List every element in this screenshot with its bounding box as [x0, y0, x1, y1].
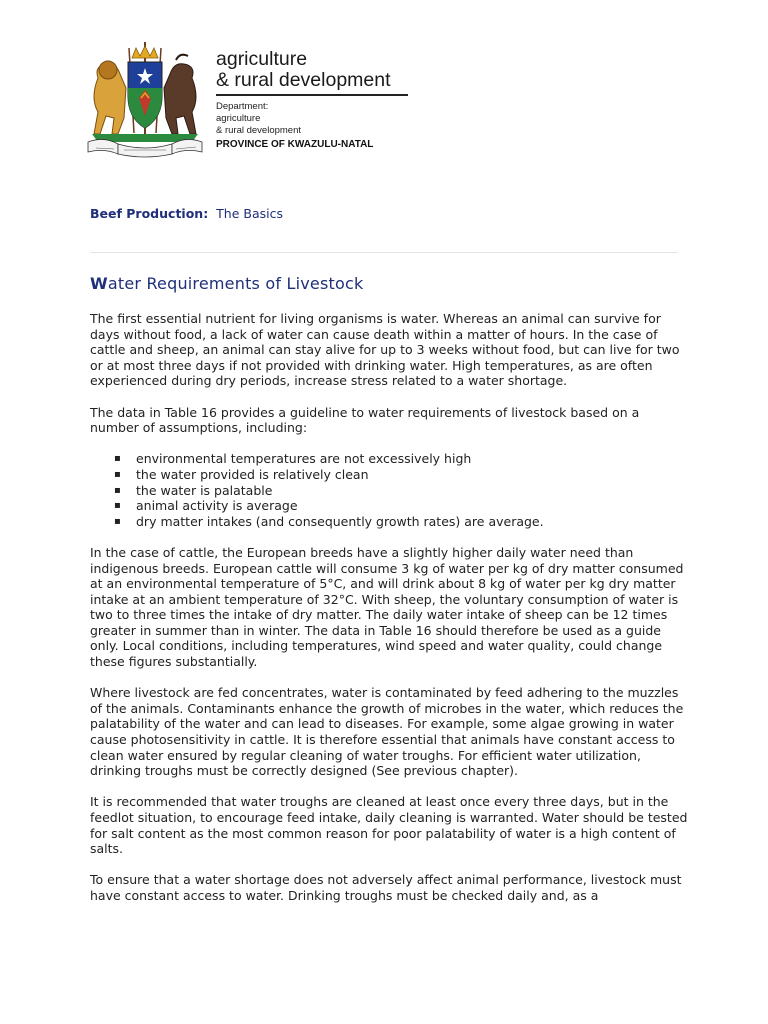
- paragraph: The data in Table 16 provides a guideline to water requirements of livestock based on a number of assumptions, including:: [90, 404, 640, 436]
- breadcrumb: [90, 206, 283, 221]
- page-title: [90, 274, 363, 293]
- masthead: [216, 49, 408, 152]
- assumptions-list: [90, 451, 690, 529]
- dept-label: Department:: [216, 101, 269, 112]
- coat-of-arms-icon: [84, 38, 206, 160]
- article-body: [90, 311, 690, 919]
- masthead-title-line1: agriculture: [216, 48, 308, 70]
- masthead-rule: [216, 94, 408, 96]
- breadcrumb-section: Beef Production:: [90, 206, 209, 221]
- divider: [90, 252, 678, 253]
- page-title-rest: ater Requirements of Livestock: [107, 274, 364, 293]
- province-name: PROVINCE OF KWAZULU-NATAL: [216, 139, 374, 150]
- page-title-initial: W: [90, 274, 108, 293]
- list-item: ▪ animal activity is average: [114, 498, 690, 514]
- list-item: ▪ dry matter intakes (and consequently growth rates) are average.: [114, 514, 690, 530]
- list-item: ▪ the water is palatable: [114, 483, 690, 499]
- paragraph: In the case of cattle, the European breeds have a slightly higher daily water need than indigenous breeds. European cattle will consume 3 kg of water per kg of dry matter consumed at an environmental temperature of 5°C, and will drink about 8 kg of water per kg dry matter intake at an ambient temperature of 32°C. With sheep, the voluntary consumption of water is two to three times the intake of dry matter. The daily water intake of sheep can be 12 times greater in summer than in winter. The data in Table 16 should therefore be used as a guide only. Local conditions, including temperatures, wind speed and water quality, could change these figures substantially.: [90, 544, 684, 670]
- masthead-title-line2: & rural development: [216, 69, 391, 91]
- paragraph: The first essential nutrient for living organisms is water. Whereas an animal can survive for days without food, a lack of water can cause death within a matter of hours. In the case of cattle and sheep, an animal can stay alive for up to 3 weeks without food, but can live for two or at most three days if not provided with drinking water. High temperatures, as are often experienced during dry periods, increase stress related to a water shortage.: [90, 311, 680, 389]
- dept-line1: agriculture: [216, 113, 261, 124]
- list-item: ▪ environmental temperatures are not excessively high: [114, 451, 690, 467]
- paragraph: Where livestock are fed concentrates, water is contaminated by feed adhering to the muzzles of the animals. Contaminants enhance the growth of microbes in the water, which reduces the palatability of the water and can lead to diseases. For example, some algae growing in water cause photosensitivity in cattle. It is therefore essential that animals have constant access to clean water ensured by regular cleaning of water troughs. For efficient water utilization, drinking troughs must be correctly designed (See previous chapter).: [90, 685, 684, 779]
- paragraph: It is recommended that water troughs are cleaned at least once every three days, but in the feedlot situation, to encourage feed intake, daily cleaning is warranted. Water should be tested for salt content as the most common reason for poor palatability of water is a high content of salts.: [90, 794, 688, 857]
- paragraph: To ensure that a water shortage does not adversely affect animal performance, livestock must have constant access to water. Drinking troughs must be checked daily and, as a: [90, 872, 682, 903]
- breadcrumb-page: The Basics: [216, 206, 283, 221]
- list-item: ▪ the water provided is relatively clean: [114, 467, 690, 483]
- dept-line2: & rural development: [216, 125, 302, 136]
